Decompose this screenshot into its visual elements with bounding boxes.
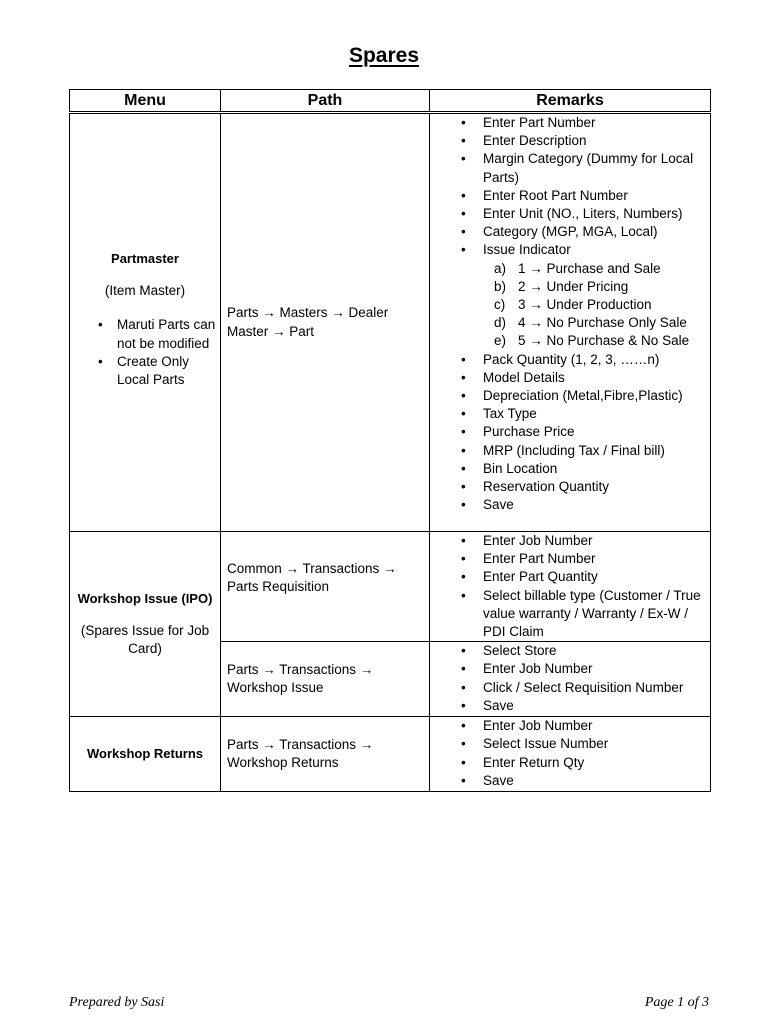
list-item: • Click / Select Requisition Number	[430, 679, 710, 697]
list-item: a) 1 → Purchase and Sale	[494, 260, 661, 276]
path-text: Parts → Masters → Dealer Master → Part	[227, 305, 389, 339]
header-menu: Menu	[70, 90, 221, 113]
list-item: • Purchase Price	[430, 423, 710, 441]
list-item: • Depreciation (Metal,Fibre,Plastic)	[430, 387, 710, 405]
list-item: • Enter Return Qty	[430, 754, 710, 772]
header-row	[70, 90, 711, 113]
path-cell-requisition	[221, 532, 430, 642]
list-item: • Select Issue Number	[430, 735, 710, 753]
path-cell-workshop-returns	[221, 717, 430, 792]
remarks-cell-requisition	[430, 532, 711, 642]
remarks-cell-workshop-issue	[430, 642, 711, 717]
header-path: Path	[221, 90, 430, 113]
header-remarks: Remarks	[430, 90, 711, 113]
table-row-partmaster	[70, 113, 711, 532]
list-item: d) 4 → No Purchase Only Sale	[494, 315, 687, 331]
remarks-cell-workshop-returns	[430, 717, 711, 792]
list-item: • Enter Description	[430, 132, 710, 150]
menu-subtitle: (Item Master)	[104, 283, 186, 299]
list-item: • Create Only Local Parts	[70, 353, 220, 389]
menu-notes	[70, 316, 220, 389]
issue-indicator-label: Issue Indicator	[483, 242, 571, 258]
remarks-list	[430, 532, 710, 641]
remarks-list	[430, 642, 710, 715]
list-item: • Enter Job Number	[430, 532, 710, 550]
remarks-list	[430, 717, 710, 790]
table-row-workshop-returns	[70, 717, 711, 792]
list-item: • Save	[430, 496, 710, 514]
menu-subtitle: (Spares Issue for Job Card)	[80, 623, 210, 657]
list-item: • Enter Unit (NO., Liters, Numbers)	[430, 205, 710, 223]
list-item: • Enter Part Number	[430, 550, 710, 568]
list-item: • Enter Part Quantity	[430, 568, 710, 586]
remarks-list-continued	[430, 351, 710, 515]
list-item: • Model Details	[430, 369, 710, 387]
list-item: b) 2 → Under Pricing	[494, 278, 629, 294]
list-item: • Enter Part Number	[430, 114, 710, 132]
list-item: e) 5 → No Purchase & No Sale	[494, 333, 690, 349]
list-item: • Pack Quantity (1, 2, 3, ……n)	[430, 351, 710, 369]
path-text: Parts → Transactions → Workshop Returns	[227, 737, 374, 771]
list-item: • Select billable type (Customer / True value warranty / Warranty / Ex-W / PDI Claim	[430, 587, 710, 642]
list-item: • Bin Location	[430, 460, 710, 478]
list-item	[430, 241, 710, 259]
menu-heading: Partmaster	[111, 250, 179, 266]
list-item: • Tax Type	[430, 405, 710, 423]
menu-heading: Workshop Issue (IPO)	[77, 590, 213, 606]
path-cell-partmaster	[221, 113, 430, 532]
issue-indicator-options	[430, 260, 710, 351]
list-item: • Select Store	[430, 642, 710, 660]
list-item: • Enter Job Number	[430, 660, 710, 678]
footer-page-number: Page 1 of 3	[644, 995, 709, 1010]
menu-cell-workshop-returns	[70, 717, 221, 792]
path-text: Common → Transactions → Parts Requisition	[227, 561, 397, 595]
table-row-workshop-issue-1	[70, 532, 711, 642]
menu-heading: Workshop Returns	[86, 746, 204, 762]
menu-cell-partmaster	[70, 113, 221, 532]
remarks-list	[430, 114, 710, 260]
path-cell-workshop-issue	[221, 642, 430, 717]
page-title: Spares	[348, 44, 420, 67]
list-item: • Save	[430, 697, 710, 715]
list-item: • Reservation Quantity	[430, 478, 710, 496]
list-item: • Maruti Parts can not be modified	[70, 316, 220, 352]
list-item: • Save	[430, 772, 710, 790]
path-text: Parts → Transactions → Workshop Issue	[227, 662, 374, 696]
remarks-cell-partmaster	[430, 113, 711, 532]
menu-cell-workshop-issue	[70, 532, 221, 717]
list-item: • Margin Category (Dummy for Local Parts)	[430, 150, 710, 186]
footer-prepared-by: Prepared by Sasi	[69, 995, 165, 1010]
list-item: • Enter Root Part Number	[430, 187, 710, 205]
list-item: c) 3 → Under Production	[494, 297, 652, 313]
spares-table	[69, 89, 711, 792]
list-item: • Category (MGP, MGA, Local)	[430, 223, 710, 241]
list-item: • Enter Job Number	[430, 717, 710, 735]
list-item: • MRP (Including Tax / Final bill)	[430, 442, 710, 460]
